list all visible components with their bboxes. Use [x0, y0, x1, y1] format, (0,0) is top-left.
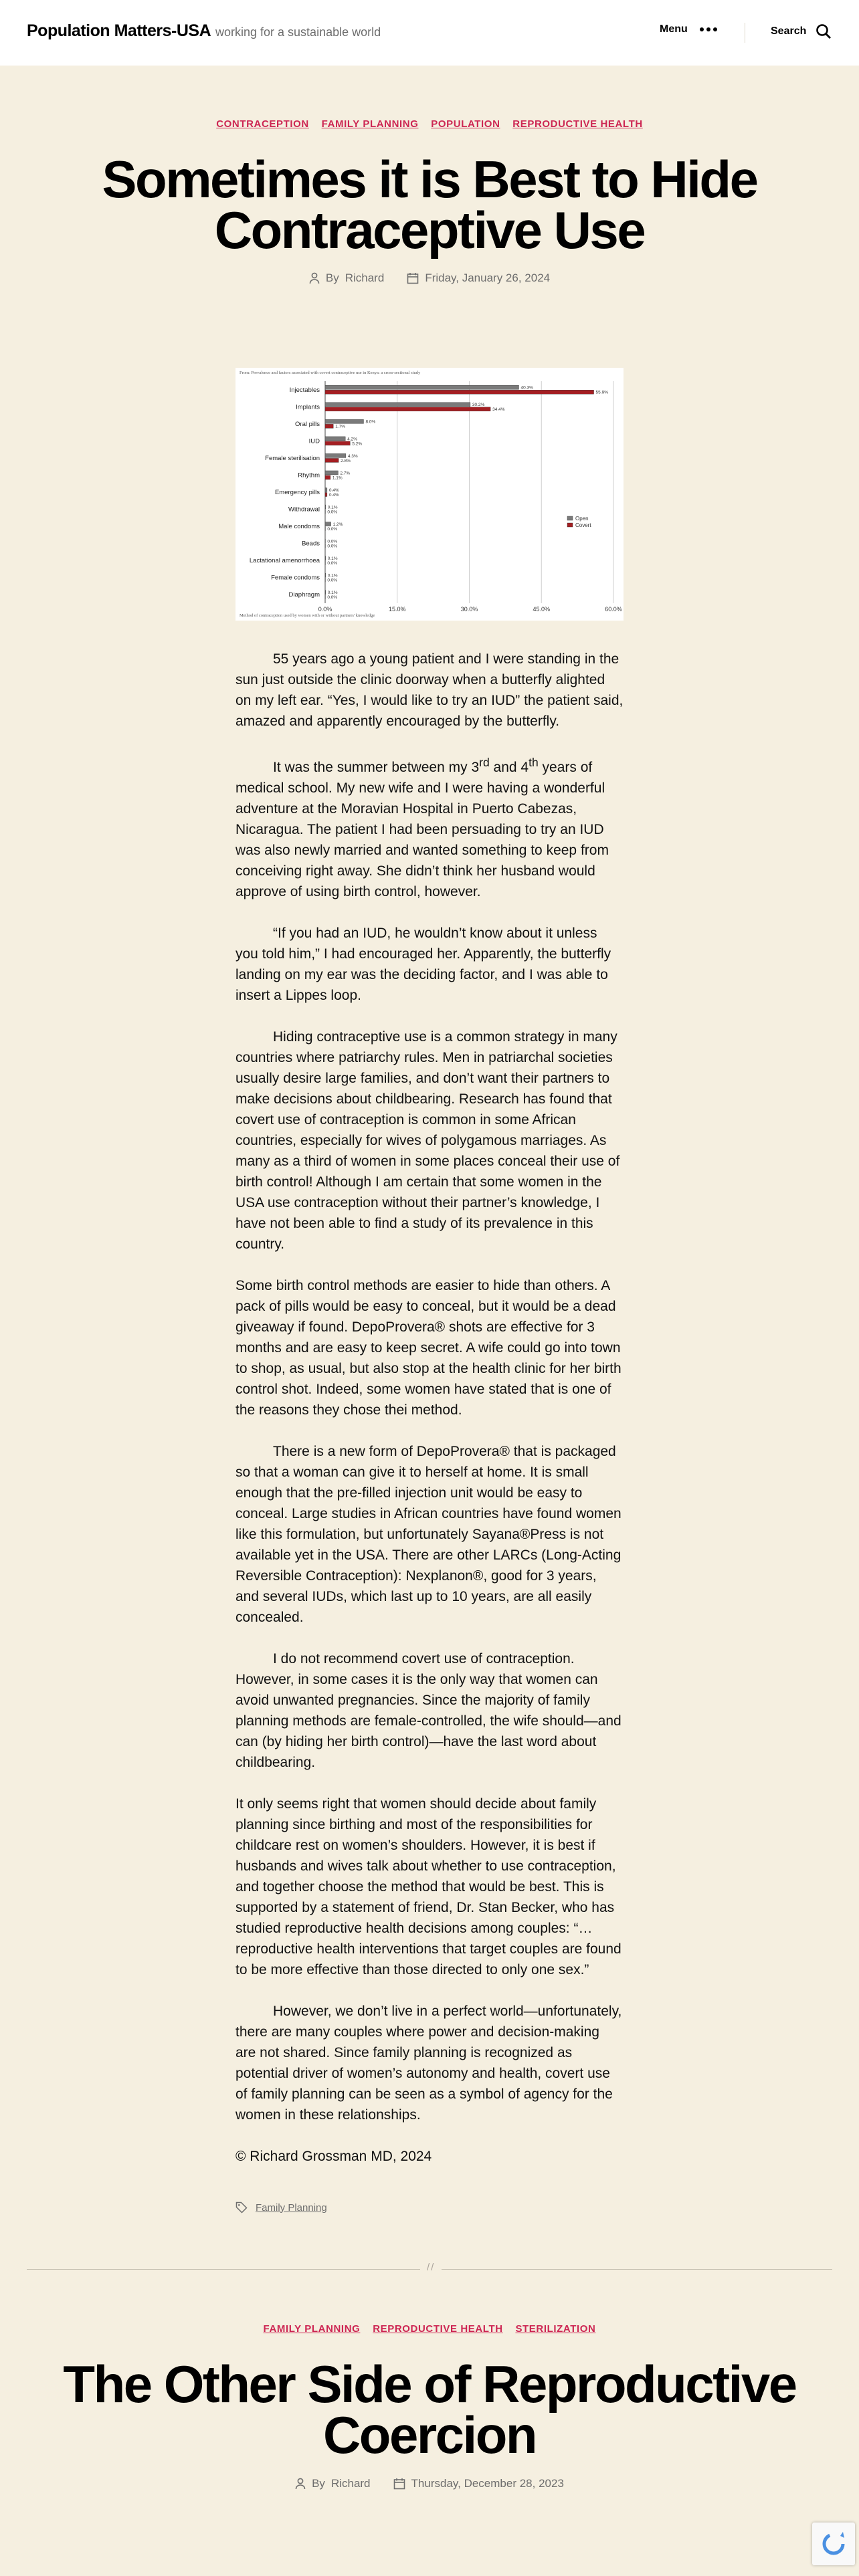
data-label: 0.1% [327, 505, 338, 510]
separator-mark: // [420, 2262, 442, 2273]
data-label: 30.2% [472, 403, 485, 408]
y-category-label: Rhythm [298, 471, 320, 479]
bar-open [325, 437, 345, 441]
data-label: 1.7% [335, 424, 346, 429]
data-label: 2.7% [340, 471, 351, 476]
data-label: 2.8% [341, 458, 351, 463]
bar-covert [325, 458, 339, 462]
paragraph: There is a new form of DepoProvera® that is packaged so that a woman can give it to herself at home. It is small enough that the pre-filled injection unit would be easy to conceal. Large studies in African countries have found women like this formulation, but unfortunately Sayana®Press is not available yet in the USA. There are other LARCs (Long-Acting Reversible Contraception): Nexplanon®, good for 3 years, and several IUDs, which last up to 10 years, are all easily concealed. [235, 1444, 622, 1625]
paragraph: I do not recommend covert use of contraception. However, in some cases it is the only way that women can avoid unwanted pregnancies. Since the majority of family planning methods are female-controlled, the wife should—and can (by hiding her birth control)—have the last word about childbearing. [235, 1651, 622, 1770]
y-category-label: Emergency pills [274, 489, 320, 496]
date-link[interactable]: Thursday, December 28, 2023 [411, 2477, 564, 2490]
data-label: 34.4% [492, 407, 505, 413]
data-label: 0.0% [327, 526, 338, 532]
author-link[interactable]: Richard [345, 272, 385, 284]
bar-open [325, 556, 326, 560]
data-label: 5.2% [352, 441, 363, 447]
y-category-label: Withdrawal [288, 506, 320, 514]
bar-covert [325, 441, 350, 445]
category-link[interactable]: REPRODUCTIVE HEALTH [373, 2323, 503, 2335]
bar-covert [325, 390, 594, 394]
x-tick-label: 15.0% [388, 606, 406, 613]
data-label: 0.0% [327, 539, 338, 544]
bar-open [325, 385, 518, 389]
paragraph: Hiding contraceptive use is a common strategy in many countries where patriarchy rules. Men in patriarchal societies usually desire large families, and don’t want their partners to make decisions about childbearing. Research has found that covert use of contraception is common in some African countries, especially for wives of polygamous marriages. As many as a third of women in some places conceal their use of birth control! Although I am certain that some women in the USA use contraception without their partner’s knowledge, I have not been able to find a study of its prevalence in this country. [235, 1029, 620, 1252]
data-label: 4.2% [347, 437, 357, 442]
legend-label: Open [575, 516, 589, 522]
category-link[interactable]: CONTRACEPTION [216, 118, 309, 130]
data-label: 0.0% [327, 561, 338, 566]
post-author [295, 2477, 370, 2490]
post-categories [0, 118, 859, 130]
data-label: 0.0% [327, 544, 338, 549]
bar-chart [235, 368, 624, 621]
search-icon [816, 23, 832, 39]
ellipsis-icon [700, 27, 717, 31]
post-content [235, 649, 624, 2187]
paragraph: “If you had an IUD, he wouldn’t know about it unless you told him,” I had encouraged her. Apparently, the butterfly landing on my ear was the deciding factor, and I was able to insert a Lippes loop. [235, 926, 611, 1003]
y-category-label: Female sterilisation [265, 454, 320, 462]
data-label: 1.1% [332, 475, 343, 481]
bar-open [325, 573, 326, 577]
x-tick-label: 45.0% [533, 606, 551, 613]
category-link[interactable]: FAMILY PLANNING [263, 2323, 361, 2335]
x-tick-label: 60.0% [605, 606, 622, 613]
author-prefix: By [312, 2477, 325, 2490]
bar-covert [325, 424, 333, 428]
chart-source-caption: From: Prevalence and factors associated with covert contraceptive use in Kenya: a cross-sectional study [240, 370, 421, 375]
data-label: 0.1% [327, 573, 338, 578]
bar-covert [325, 475, 330, 479]
y-category-label: Injectables [289, 386, 320, 394]
user-icon [295, 2478, 306, 2490]
y-category-label: Male condoms [278, 523, 320, 531]
y-category-label: Beads [302, 540, 320, 548]
category-link[interactable]: REPRODUCTIVE HEALTH [512, 118, 643, 130]
legend-swatch [567, 516, 573, 520]
legend-swatch [567, 523, 573, 527]
chart-footer-caption: Method of contraception used by women with or without partners' knowledge [240, 613, 375, 618]
post-tags [235, 2202, 327, 2214]
post-title[interactable] [0, 150, 859, 259]
data-label: 8.0% [365, 419, 376, 425]
paragraph: Some birth control methods are easier to hide than others. A pack of pills would be easy to conceal, but it would be a dead giveaway if found. DepoProvera® shots are effective for 3 months and are easy to keep secret. A wife could go into town to shop, as usual, but also stop at the health clinic for her birth control shot. Indeed, some women have stated that is one of the reasons they chose thei method. [235, 1278, 622, 1418]
data-label: 0.1% [327, 591, 338, 596]
bar-open [325, 403, 470, 407]
y-category-label: Diaphragm [288, 591, 320, 599]
bar-open [325, 505, 326, 509]
category-link[interactable]: POPULATION [431, 118, 500, 130]
search-button[interactable] [771, 23, 832, 39]
y-category-label: Oral pills [295, 420, 320, 428]
paragraph: However, we don’t live in a perfect world—unfortunately, there are many couples where power and decision-making are not shared. Since family planning is recognized as potential driver of women’s autonomy and health, covert use of family planning can be seen as a symbol of agency for the women in these relationships. [235, 2004, 622, 2123]
bar-open [325, 471, 338, 475]
copyright-paragraph: © Richard Grossman MD, 2024 [235, 2149, 432, 2164]
recaptcha-badge[interactable] [812, 2523, 855, 2565]
y-category-label: Implants [296, 403, 320, 411]
recaptcha-icon [812, 2523, 855, 2565]
bar-open [325, 419, 363, 423]
post-title-line: The Other Side of Reproductive [63, 2355, 796, 2413]
bar-covert [325, 493, 327, 497]
bar-open [325, 488, 327, 492]
bar-open [325, 591, 326, 595]
menu-button[interactable] [660, 23, 717, 35]
site-title[interactable]: Population Matters-USA [27, 21, 211, 40]
next-post-categories [0, 2323, 859, 2335]
post-title-line: Contraceptive Use [214, 201, 645, 259]
calendar-icon [393, 2478, 405, 2490]
data-label: 0.4% [328, 492, 339, 498]
date-link[interactable]: Friday, January 26, 2024 [425, 272, 551, 284]
tag-icon [235, 2202, 248, 2214]
post-date [393, 2477, 564, 2490]
bar-covert [325, 407, 490, 411]
y-category-label: Lactational amenorrhoea [249, 557, 320, 565]
data-label: 0.0% [327, 595, 338, 601]
post-meta [0, 272, 859, 285]
bar-open [325, 453, 346, 457]
category-link[interactable]: STERILIZATION [515, 2323, 596, 2335]
x-tick-label: 30.0% [460, 606, 478, 613]
legend-label: Covert [575, 522, 591, 528]
next-post-title[interactable] [0, 2355, 859, 2464]
data-label: 0.4% [328, 488, 339, 493]
paragraph: It only seems right that women should decide about family planning since birthing and most of the responsibilities for childcare rest on women’s shoulders. However, it is best if husbands and wives talk about whether to use contraception, and together choose the method that would be best. This is supported by a statement of friend, Dr. Stan Becker, who has studied reproductive health decisions among couples: “…reproductive health interventions that target couples are found to be more effective than those directed to only one sex.” [235, 1796, 622, 1977]
data-label: 0.1% [327, 556, 338, 562]
data-label: 40.3% [520, 385, 533, 391]
paragraph: It was the summer between my 3rd and 4th years of medical school. My new wife and I were having a wonderful adventure at the Moravian Hospital in Puerto Cabezas, Nicaragua. The patient I had been persuading to try an IUD was also newly married and wanted something to keep from conceiving right away. She didn’t think her husband would approve of using birth control, however. [235, 756, 609, 899]
tag-link[interactable]: Family Planning [256, 2202, 327, 2214]
contraception-chart [235, 368, 624, 621]
author-prefix: By [325, 272, 339, 284]
user-icon [309, 272, 320, 284]
menu-label: Menu [660, 23, 688, 35]
post-title-line: Sometimes it is Best to Hide [102, 150, 757, 209]
paragraph: 55 years ago a young patient and I were standing in the sun just outside the clinic doorway when a butterfly alighted on my left ear. “Yes, I would like to try an IUD” the patient said, amazed and apparently encouraged by the butterfly. [235, 651, 624, 729]
search-label: Search [771, 25, 807, 37]
post-author [309, 272, 384, 285]
data-label: 0.0% [327, 510, 338, 515]
author-link[interactable]: Richard [330, 2477, 371, 2490]
x-tick-label: 0.0% [318, 606, 332, 613]
y-category-label: IUD [308, 437, 320, 445]
data-label: 55.9% [595, 390, 608, 395]
y-category-label: Female condoms [271, 574, 320, 582]
site-header [0, 0, 859, 66]
next-post-meta [0, 2477, 859, 2490]
post-title-line: Coercion [322, 2405, 537, 2464]
bar-open [325, 522, 331, 526]
post-date [407, 272, 550, 285]
calendar-icon [407, 272, 419, 284]
data-label: 0.0% [327, 578, 338, 583]
data-label: 1.2% [332, 522, 343, 527]
category-link[interactable]: FAMILY PLANNING [321, 118, 419, 130]
site-description: working for a sustainable world [215, 25, 381, 39]
data-label: 4.3% [347, 453, 358, 459]
